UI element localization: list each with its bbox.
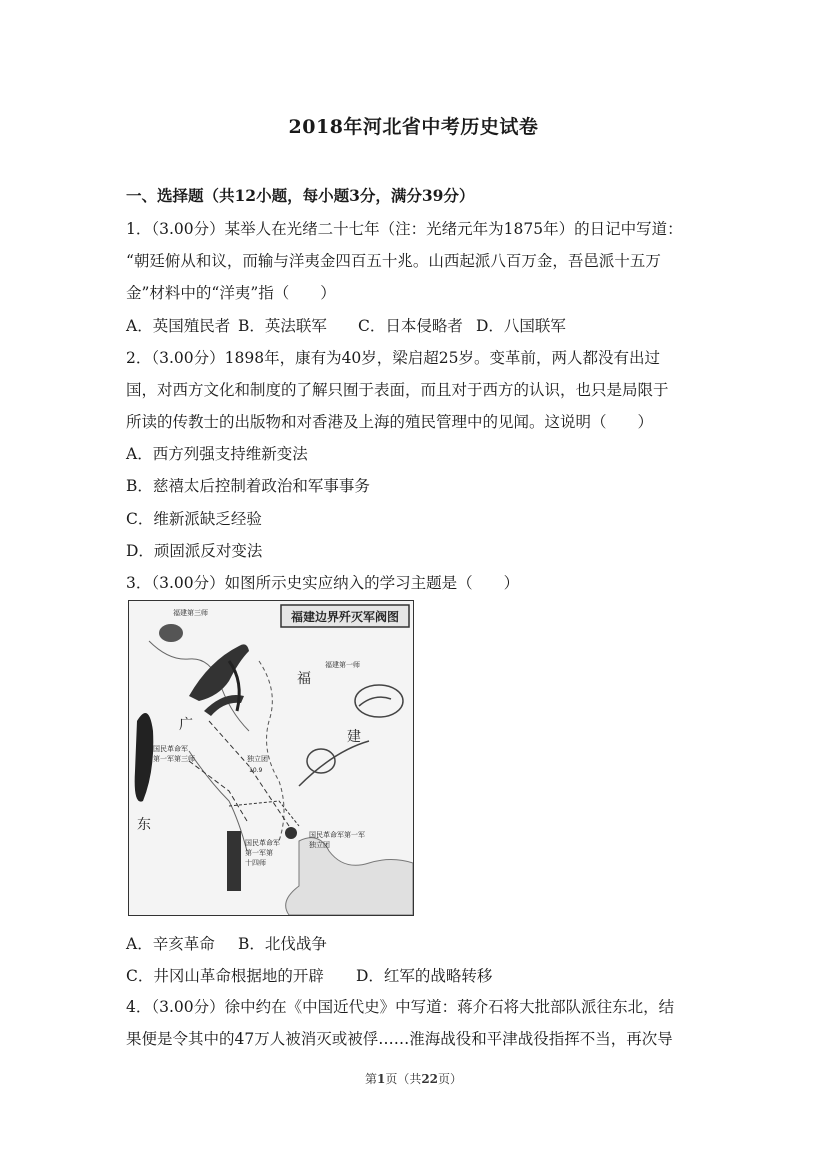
q3-option-d: D．红军的战略转移 <box>356 967 493 985</box>
march-route-1 <box>189 761 247 821</box>
q3-option-a: A．辛亥革命 <box>126 935 215 953</box>
footer-mid: 页（共 <box>385 1072 422 1086</box>
page-footer <box>0 1070 827 1087</box>
q2-option-c: C．维新派缺乏经验 <box>126 510 262 528</box>
enemy-ring-2 <box>307 749 335 773</box>
lake-left <box>135 713 154 802</box>
map-title: 福建边界歼灭军阀图 <box>290 610 400 624</box>
q1-option-b: B．英法联军 <box>238 317 327 335</box>
footer-pre: 第 <box>364 1072 377 1086</box>
q2-option-b: B．慈禧太后控制着政治和军事事务 <box>126 477 370 495</box>
enemy-ring-1 <box>355 685 403 717</box>
label-dulituan: 独立团 <box>247 755 268 763</box>
label-guang: 广 <box>179 717 193 733</box>
sea-area <box>286 838 413 915</box>
label-army3c: 十四师 <box>245 859 266 867</box>
battle-map-svg <box>129 601 413 915</box>
q2-line-2: 国，对西方文化和制度的了解只囿于表面，而且对于西方的认识，也只是局限于 <box>126 381 669 399</box>
q3-option-b: B．北伐战争 <box>238 935 327 953</box>
q2-option-a: A．西方列强支持维新变法 <box>126 445 308 463</box>
label-fu: 福 <box>297 671 311 687</box>
q2-line-1: 2．（3.00分）1898年，康有为40岁，梁启超25岁。变革前，两人都没有出过 <box>126 349 661 367</box>
unit-bar <box>227 831 241 891</box>
q2-line-3: 所读的传教士的出版物和对香港及上海的殖民管理中的见闻。这说明（ ） <box>126 413 654 431</box>
label-jian: 建 <box>347 729 361 745</box>
battle-map-figure <box>128 600 414 916</box>
q3-line-1: 3．（3.00分）如图所示史实应纳入的学习主题是（ ） <box>126 574 520 592</box>
q1-option-a: A．英国殖民者 <box>126 317 231 335</box>
label-army2b: 独立团 <box>309 841 330 849</box>
section-heading: 一、选择题（共12小题，每小题3分，满分39分） <box>126 186 475 205</box>
label-army2: 国民革命军第一军 <box>309 831 365 839</box>
q1-line-3: 金”材料中的“洋夷”指（ ） <box>126 284 336 302</box>
q1-line-1: 1．（3.00分）某举人在光绪二十七年（注：光绪元年为1875年）的日记中写道： <box>126 220 683 238</box>
label-dong: 东 <box>137 817 151 833</box>
label-army1: 国民革命军 <box>153 745 188 753</box>
q2-option-d: D．顽固派反对变法 <box>126 542 263 560</box>
footer-page-number: 1 <box>376 1072 386 1086</box>
lake-top <box>159 624 183 642</box>
label-army3: 国民革命军 <box>245 839 280 847</box>
label-army3b: 第一军第 <box>245 849 273 857</box>
label-army1b: 第一军第三师 <box>153 755 195 763</box>
footer-total-pages: 22 <box>421 1072 439 1086</box>
q3-option-c: C．井冈山革命根据地的开辟 <box>126 967 324 985</box>
arrow-ring-1 <box>359 697 391 706</box>
q1-option-c: C．日本侵略者 <box>358 317 463 335</box>
label-fujian-first: 福建第一师 <box>325 661 360 669</box>
march-route-3 <box>229 801 299 826</box>
exam-title: 2018年河北省中考历史试卷 <box>288 116 539 138</box>
label-fujian-third: 福建第三师 <box>173 609 208 617</box>
q1-line-2: “朝廷俯从和议，而输与洋夷金四百五十兆。山西起派八百万金，吾邑派十五万 <box>126 252 661 270</box>
footer-post: 页） <box>438 1072 463 1086</box>
q4-line-1: 4．（3.00分）徐中约在《中国近代史》中写道：蒋介石将大批部队派往东北，结 <box>126 998 675 1016</box>
label-date: 10.9 <box>249 767 263 774</box>
q4-line-2: 果便是令其中的47万人被消灭或被俘……淮海战役和平津战役指挥不当，再次导 <box>126 1030 673 1048</box>
province-boundary <box>259 661 284 841</box>
unit-dot <box>285 827 297 839</box>
q1-option-d: D．八国联军 <box>476 317 566 335</box>
